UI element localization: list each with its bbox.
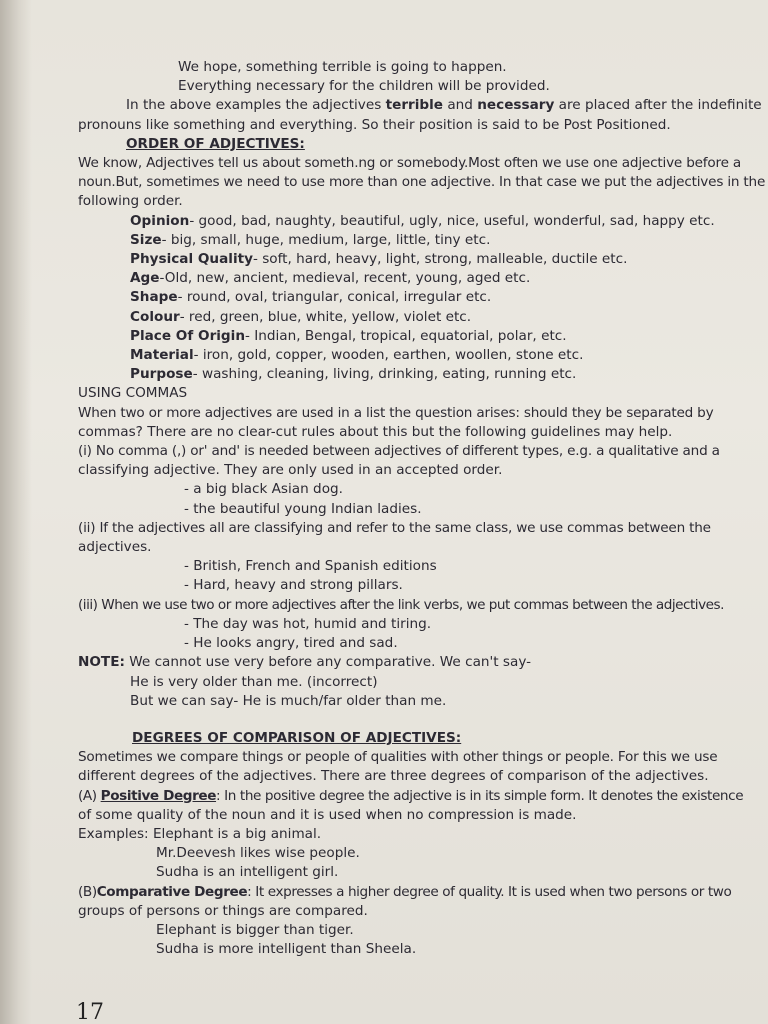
order-term: Place Of Origin <box>130 327 245 344</box>
order-examples: - big, small, huge, medium, large, little, tiny etc. <box>161 231 491 248</box>
example-line: He is very older than me. (incorrect) <box>130 673 378 690</box>
example-line: Sudha is an intelligent girl. <box>156 864 339 881</box>
paragraph-line: We know, Adjectives tell us about someth.ng or somebody.Most often we use one adjective before a <box>78 155 741 172</box>
paragraph-line: When two or more adjectives are used in a list the question arises: should they be separated by <box>78 404 714 421</box>
section-heading-order: ORDER OF ADJECTIVES: <box>126 135 305 152</box>
order-examples: - iron, gold, copper, wooden, earthen, woollen, stone etc. <box>193 347 584 364</box>
order-examples: - red, green, blue, white, yellow, violet etc. <box>179 308 472 325</box>
order-examples: -Old, new, ancient, medieval, recent, young, aged etc. <box>159 270 531 287</box>
page-number: 17 <box>76 999 104 1024</box>
order-term: Opinion <box>130 212 190 229</box>
order-list-item <box>78 327 754 346</box>
paragraph-line: Examples: Elephant is a big animal. <box>78 825 322 842</box>
example-line: - the beautiful young Indian ladies. <box>184 500 422 517</box>
example-line: - He looks angry, tired and sad. <box>184 635 398 652</box>
text-run: : It expresses a higher degree of quality. It is used when two persons or two <box>247 883 732 900</box>
text-run: We cannot use very before any comparative. We can't say- <box>124 654 532 671</box>
paragraph-line: classifying adjective. They are only used in an accepted order. <box>78 462 503 479</box>
order-examples: - washing, cleaning, living, drinking, eating, running etc. <box>192 366 577 383</box>
order-list-item <box>78 365 754 384</box>
text-run: (A) <box>78 787 101 804</box>
order-list-item <box>78 269 754 288</box>
order-term: Shape <box>130 289 178 306</box>
section-heading-commas: USING COMMAS <box>78 385 188 402</box>
order-term: Purpose <box>130 366 193 383</box>
example-line: - Hard, heavy and strong pillars. <box>184 577 403 594</box>
note-line <box>78 653 754 672</box>
example-line: Everything necessary for the children will be provided. <box>178 78 550 95</box>
binding-shadow <box>0 0 32 1024</box>
paragraph-line: (i) No comma (,) or' and' is needed between adjectives of different types, e.g. a qualitative and a <box>78 443 720 460</box>
order-list-item <box>78 212 754 231</box>
order-term: Colour <box>130 308 180 325</box>
paragraph-line: noun.But, sometimes we need to use more than one adjective. In that case we put the adjectives in the <box>78 174 766 191</box>
order-list-item <box>78 308 754 327</box>
paragraph-line <box>78 787 754 806</box>
note-label: NOTE: <box>78 654 125 671</box>
example-line: - The day was hot, humid and tiring. <box>184 615 432 632</box>
bold-term: Positive Degree <box>100 787 217 804</box>
paragraph-line: different degrees of the adjectives. There are three degrees of comparison of the adjectives. <box>78 768 709 785</box>
order-list <box>78 212 754 385</box>
text-run: and <box>443 97 478 114</box>
example-line: We hope, something terrible is going to happen. <box>178 59 507 75</box>
paragraph-line <box>78 96 762 115</box>
paragraph-line: Sometimes we compare things or people of qualities with other things or people. For this we use <box>78 749 718 766</box>
paragraph-line: adjectives. <box>78 539 152 556</box>
bold-term: Comparative Degree <box>96 883 248 900</box>
section-heading-degrees: DEGREES OF COMPARISON OF ADJECTIVES: <box>132 729 462 746</box>
paragraph-line: (ii) If the adjectives all are classifying and refer to the same class, we use commas between the <box>78 519 711 536</box>
paragraph-line: following order. <box>78 193 183 210</box>
order-term: Physical Quality <box>130 251 253 268</box>
example-line: Mr.Deevesh likes wise people. <box>156 845 360 862</box>
order-list-item <box>78 231 754 250</box>
order-examples: - round, oval, triangular, conical, irregular etc. <box>177 289 492 306</box>
order-term: Size <box>130 231 162 248</box>
paragraph-line: pronouns like something and everything. So their position is said to be Post Positioned. <box>78 116 671 133</box>
bold-term: terrible <box>385 97 444 114</box>
example-line: - British, French and Spanish editions <box>184 558 437 575</box>
paragraph-line: groups of persons or things are compared. <box>78 902 368 919</box>
order-list-item <box>78 250 754 269</box>
order-list-item <box>78 346 754 365</box>
paragraph-line: of some quality of the noun and it is used when no compression is made. <box>78 806 577 823</box>
paragraph-line: commas? There are no clear-cut rules about this but the following guidelines may help. <box>78 423 673 440</box>
text-run: : In the positive degree the adjective is in its simple form. It denotes the existence <box>216 787 744 804</box>
bold-term: necessary <box>477 97 555 114</box>
order-examples: - good, bad, naughty, beautiful, ugly, nice, useful, wonderful, sad, happy etc. <box>189 212 715 229</box>
order-term: Age <box>130 270 160 287</box>
example-line: - a big black Asian dog. <box>184 481 343 498</box>
text-run: are placed after the indefinite <box>554 97 762 114</box>
order-examples: - Indian, Bengal, tropical, equatorial, polar, etc. <box>245 327 567 344</box>
text-run: (B) <box>78 883 97 900</box>
order-list-item <box>78 288 754 307</box>
example-line: But we can say- He is much/far older than me. <box>130 692 447 709</box>
paragraph-line: (iii) When we use two or more adjectives after the link verbs, we put commas between the adjectives. <box>78 596 724 613</box>
example-line: Sudha is more intelligent than Sheela. <box>156 941 417 958</box>
order-examples: - soft, hard, heavy, light, strong, malleable, ductile etc. <box>252 251 628 268</box>
text-run: In the above examples the adjectives <box>126 97 386 114</box>
order-term: Material <box>130 347 194 364</box>
paragraph-line <box>78 883 754 902</box>
example-line: Elephant is bigger than tiger. <box>156 921 354 938</box>
